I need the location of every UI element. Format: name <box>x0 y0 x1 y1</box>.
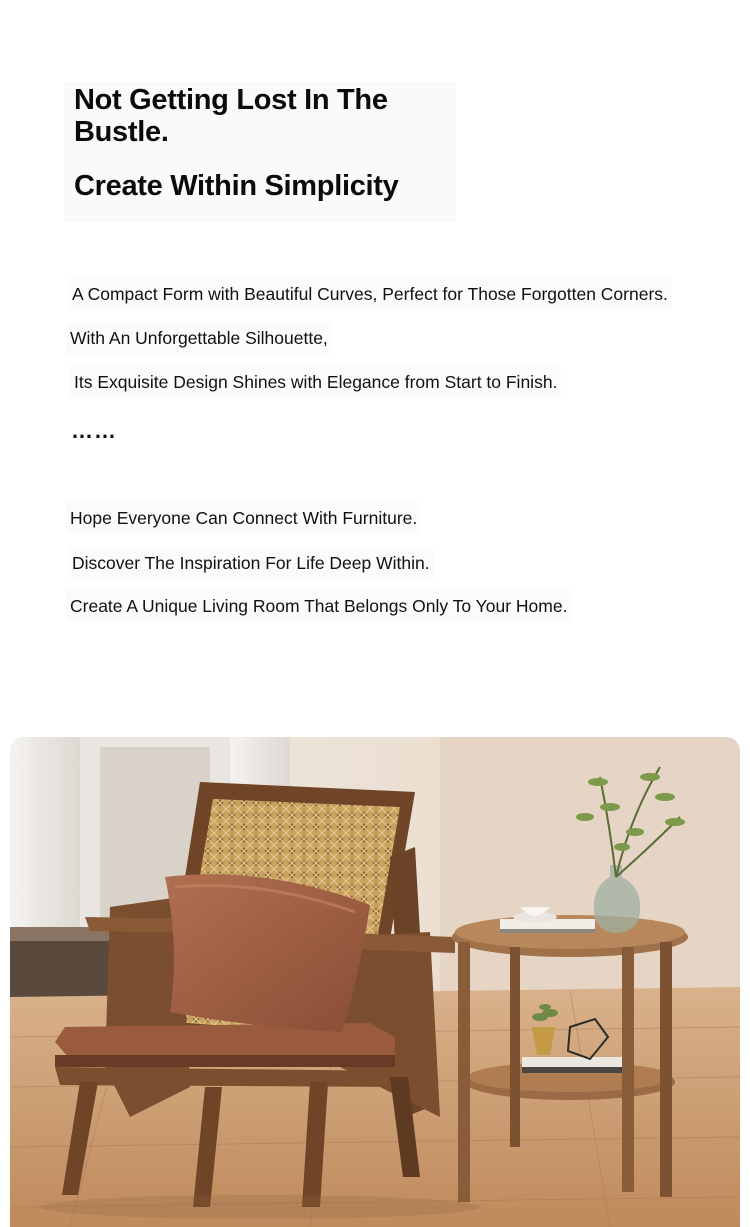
ellipsis: …… <box>71 418 117 443</box>
body-line-3 <box>74 371 561 393</box>
body-line-4 <box>70 507 421 529</box>
body-line-5 <box>72 552 434 574</box>
body-line-1 <box>72 283 672 305</box>
furniture-illustration <box>10 737 740 1227</box>
body-text: Its Exquisite Design Shines with Elegance from Start to Finish. <box>70 366 561 398</box>
body-text: Hope Everyone Can Connect With Furniture. <box>66 502 421 534</box>
body-text: Discover The Inspiration For Life Deep Within. <box>68 547 434 579</box>
body-line-2 <box>70 327 332 349</box>
body-text: A Compact Form with Beautiful Curves, Perfect for Those Forgotten Corners. <box>68 278 672 310</box>
body-line-6 <box>70 595 571 617</box>
headline-primary: Not Getting Lost In The Bustle. <box>74 84 388 148</box>
product-photo <box>10 737 740 1227</box>
body-text: Create A Unique Living Room That Belongs Only To Your Home. <box>66 590 571 622</box>
headline-secondary: Create Within Simplicity <box>74 170 399 202</box>
body-text: With An Unforgettable Silhouette, <box>66 322 332 354</box>
